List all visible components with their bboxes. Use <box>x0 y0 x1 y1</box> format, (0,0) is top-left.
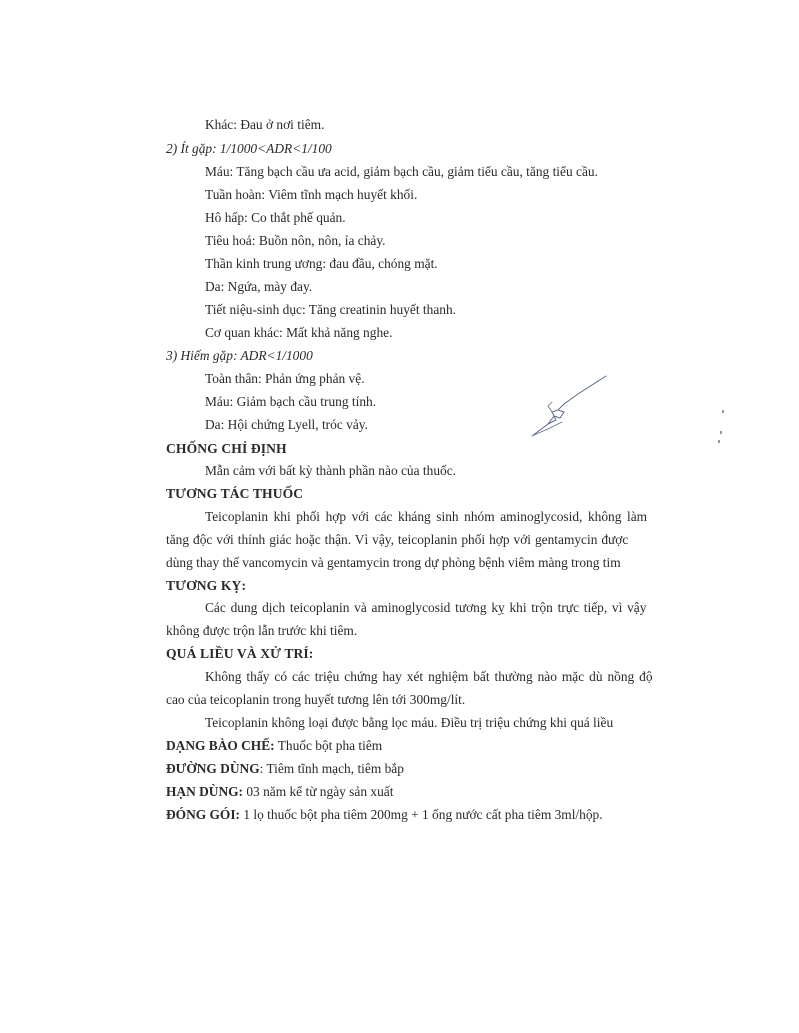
adr-other: Khác: Đau ở nơi tiêm. <box>205 117 325 132</box>
dosage-form <box>166 738 382 754</box>
adr-very-rare-title: 3) Hiếm gặp: ADR<1/1000 <box>166 348 313 363</box>
overdose-line: Teicoplanin không loại được bằng lọc máu. Điều trị triệu chứng khi quá liều <box>205 715 614 730</box>
interactions-line: Teicoplanin khi phối hợp với các kháng sinh nhóm aminoglycosid, không làm <box>205 509 648 524</box>
incompatibility-line: không được trộn lẫn trước khi tiêm. <box>166 623 358 638</box>
interactions-line: dùng thay thế vancomycin và gentamycin trong dự phòng bệnh viêm màng trong tim <box>166 555 621 570</box>
dosage-form-value: Thuốc bột pha tiêm <box>274 738 383 753</box>
overdose-line: cao của teicoplanin trong huyết tương lên tới 300mg/lít. <box>166 692 466 707</box>
packaging-value: 1 lọ thuốc bột pha tiêm 200mg + 1 ống nước cất pha tiêm 3ml/hộp. <box>240 807 603 822</box>
shelf-life <box>166 784 393 800</box>
adr-very-rare-item: Da: Hội chứng Lyell, tróc vảy. <box>205 417 368 432</box>
signature-mark <box>528 372 614 442</box>
adr-rare-item: Tiết niệu-sinh dục: Tăng creatinin huyết thanh. <box>205 302 457 317</box>
adr-rare-item: Da: Ngứa, mày đay. <box>205 279 313 294</box>
overdose-heading: QUÁ LIỀU VÀ XỬ TRÍ: <box>166 646 314 661</box>
adr-rare-item: Tiêu hoá: Buồn nôn, nôn, ỉa chảy. <box>205 233 386 248</box>
packaging <box>166 807 603 823</box>
scan-mark <box>718 440 720 443</box>
shelf-life-label: HẠN DÙNG: <box>166 784 243 799</box>
contraindications-heading: CHỐNG CHỈ ĐỊNH <box>166 441 287 456</box>
adr-rare-title: 2) Ít gặp: 1/1000<ADR<1/100 <box>166 141 332 156</box>
adr-rare-item: Hô hấp: Co thắt phế quản. <box>205 210 346 225</box>
interactions-line: tăng độc với thính giác hoặc thận. Vì vậy, teicoplanin phối hợp với gentamycin được <box>166 532 629 547</box>
interactions-heading: TƯƠNG TÁC THUỐC <box>166 486 304 501</box>
adr-very-rare-item: Máu: Giảm bạch cầu trung tính. <box>205 394 377 409</box>
adr-rare-item: Máu: Tăng bạch cầu ưa acid, giảm bạch cầu, giảm tiểu cầu, tăng tiểu cầu. <box>205 164 598 179</box>
adr-very-rare-item: Toàn thân: Phản ứng phản vệ. <box>205 371 365 386</box>
overdose-line: Không thấy có các triệu chứng hay xét nghiệm bất thường nào mặc dù nồng độ <box>205 669 653 684</box>
adr-rare-item: Cơ quan khác: Mất khả năng nghe. <box>205 325 393 340</box>
adr-rare-item: Tuần hoàn: Viêm tĩnh mạch huyết khối. <box>205 187 418 202</box>
dosage-form-label: DẠNG BÀO CHẾ: <box>166 738 275 753</box>
incompatibility-line: Các dung dịch teicoplanin và aminoglycosid tương kỵ khi trộn trực tiếp, vì vậy <box>205 600 647 615</box>
scan-mark <box>722 410 724 413</box>
shelf-life-value: 03 năm kể từ ngày sản xuất <box>243 784 394 799</box>
contraindications-text: Mẫn cảm với bất kỳ thành phần nào của thuốc. <box>205 463 457 478</box>
scan-mark <box>720 431 722 434</box>
route-value: : Tiêm tĩnh mạch, tiêm bắp <box>259 761 404 776</box>
incompatibility-heading: TƯƠNG KỴ: <box>166 578 247 593</box>
adr-rare-item: Thần kinh trung ương: đau đầu, chóng mặt. <box>205 256 438 271</box>
route <box>166 761 404 777</box>
route-label: ĐƯỜNG DÙNG <box>166 761 260 776</box>
packaging-label: ĐÓNG GÓI: <box>166 807 241 822</box>
